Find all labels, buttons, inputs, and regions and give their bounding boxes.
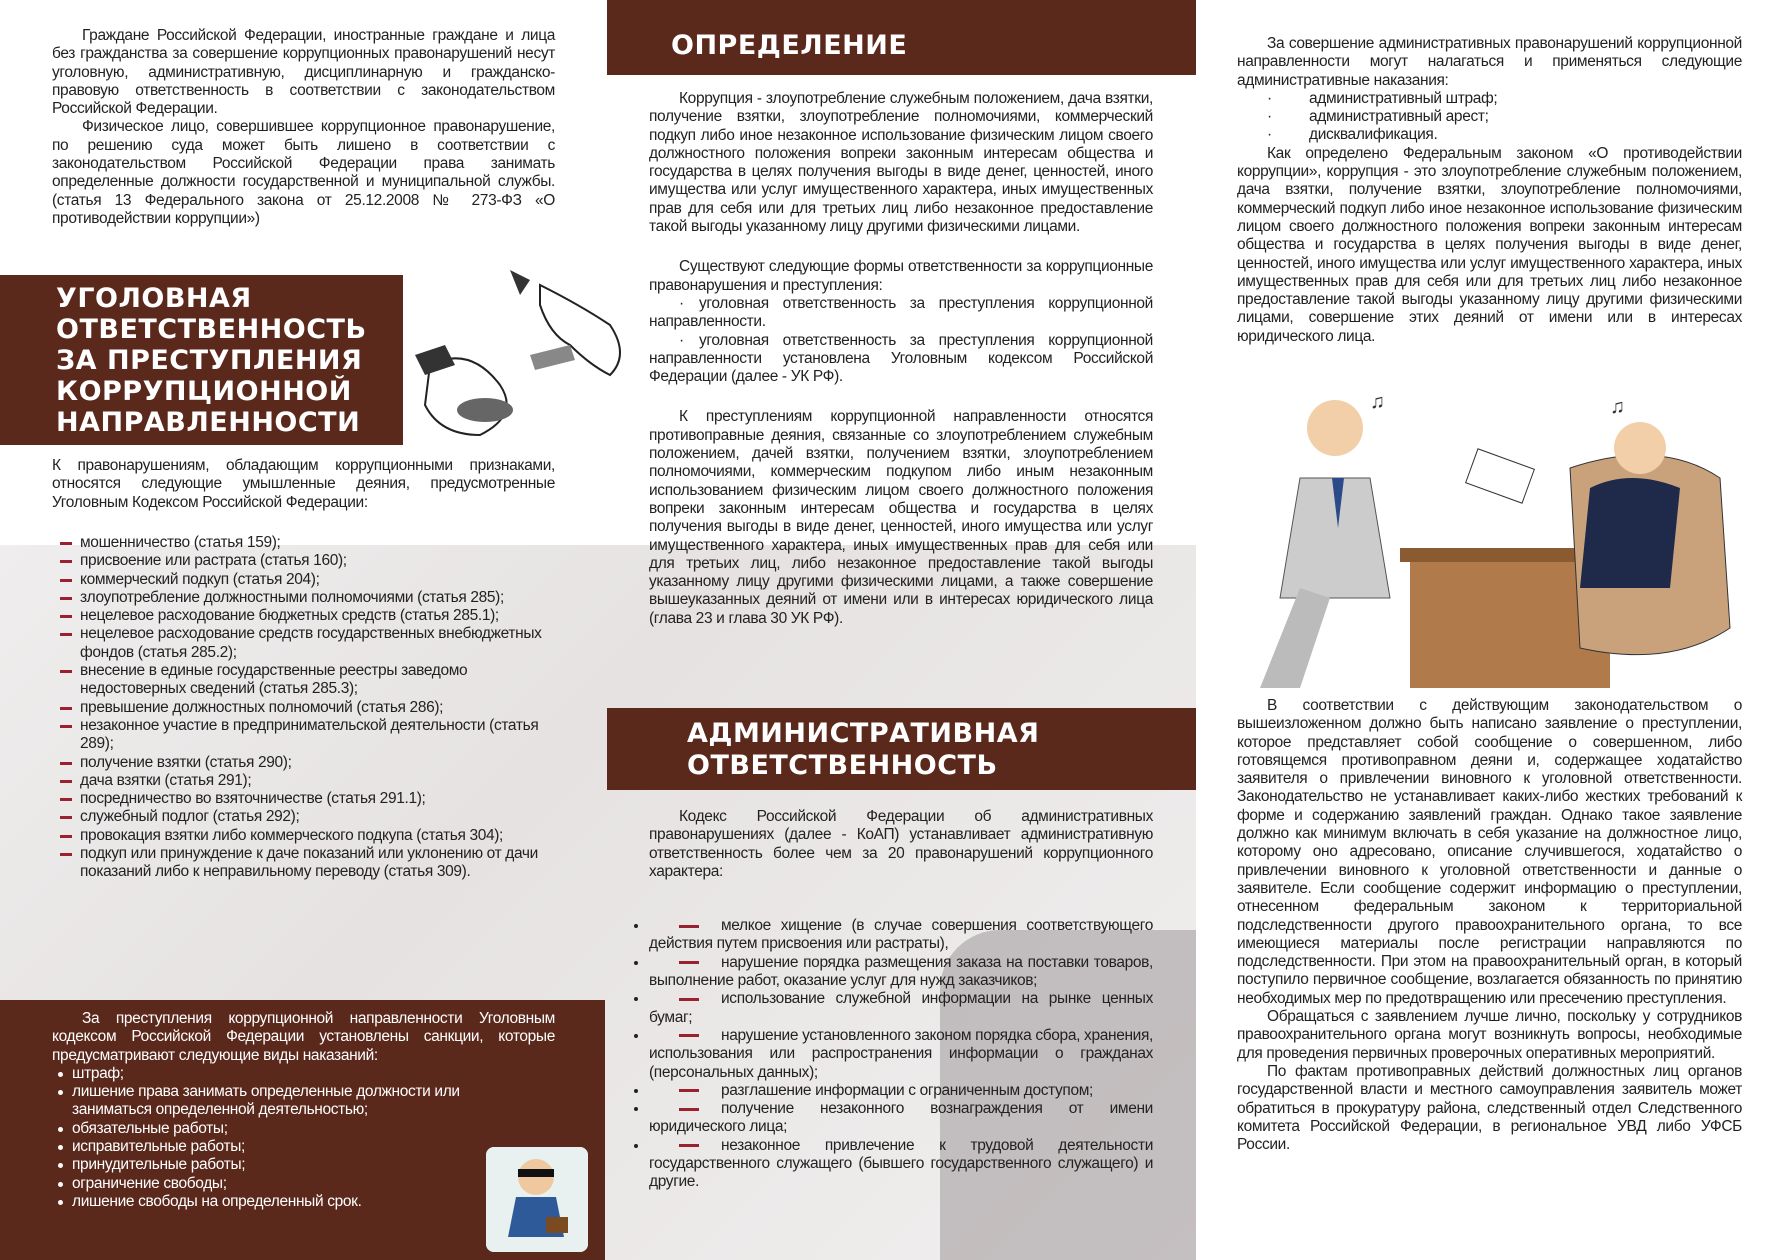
definition-header: ОПРЕДЕЛЕНИЕ xyxy=(607,0,1196,75)
intro-paragraph: Физическое лицо, совершившее коррупционное правонарушение, по решению суда может быть лишено в соответствии с законодательством Российской Федерации права занимать определенные должности государственной и муниципальной службы.(статья 13 Федерального закона от 25.12.2008 № 273-ФЗ «О противодействии коррупции») xyxy=(52,118,555,227)
admin-penalties-list xyxy=(1237,90,1742,145)
definition-section xyxy=(649,90,1153,628)
crime-list xyxy=(52,534,555,882)
list-item: посредничество во взяточничестве (статья 291.1); xyxy=(52,790,555,808)
definition-text: Коррупция - злоупотребление служебным положением, дача взятки, получение взятки, злоупотребление полномочиями, коммерческий подкуп либо иное незаконное использование физическим лицом своего должностного положения вопреки законным интересам общества и государства в целях получения выгоды в виде денег, ценностей, иного имущества или услуг имущественного характера, иных имущественных прав для себя или для третьих лиц либо незаконное предоставление такой выгоды указанному лицу другими физическими лицами. xyxy=(649,90,1153,236)
forms-intro: Существуют следующие формы ответственности за коррупционные правонарушения и преступления: xyxy=(649,258,1153,294)
list-item: мошенничество (статья 159); xyxy=(52,534,555,552)
list-item: • нарушение порядка размещения заказа на поставки товаров, выполнение работ, оказание услуг для нужд заказчиков; xyxy=(649,954,1153,991)
list-item: внесение в единые государственные реестры заведомо недостоверных сведений (статья 285.3); xyxy=(52,662,555,699)
crimes-text: К преступлениям коррупционной направленности относятся противоправные деяния, связанные со злоупотреблением служебным положением, дачей взятки, получением взятки, злоупотреблением полномочиями, коммерческим подкупом либо иным незаконным использованием физическим лицом своего должностного положения вопреки законным интересам общества и государства в целях получения выгоды в виде денег, ценностей, иного имущества или услуг имущественного характера, иных имущественных прав для себя или для третьих лиц, либо незаконное предоставление такой выгоды указанному лицу другими физическими лицами, а также совершение вышеуказанных деяний от имени или в интересах юридического лица (глава 23 и глава 30 УК РФ). xyxy=(649,408,1153,627)
list-item: незаконное участие в предпринимательской деятельности (статья 289); xyxy=(52,717,555,754)
forms-list xyxy=(649,295,1153,386)
intro-paragraph: Граждане Российской Федерации, иностранные граждане и лица без гражданства за совершение коррупционных правонарушений несут уголовную, административную, дисциплинарную и гражданско-правовую ответственность в соответствии с законодательством Российской Федерации. xyxy=(52,27,555,118)
list-item: служебный подлог (статья 292); xyxy=(52,808,555,826)
statement-paragraph: По фактам противоправных действий должностных лиц органов государственной власти и местного самоуправления заявитель может обратиться в прокуратуру района, следственный отдел Следственного комитета Российской Федерации, в региональное УВД либо УФСБ России. xyxy=(1237,1062,1742,1154)
list-item: провокация взятки либо коммерческого подкупа (статья 304); xyxy=(52,827,555,845)
list-item: ограничение свободы; xyxy=(52,1175,492,1193)
list-item: коммерческий подкуп (статья 204); xyxy=(52,571,555,589)
list-item: исправительные работы; xyxy=(52,1138,492,1156)
list-item: штраф; xyxy=(52,1065,492,1083)
list-item: нецелевое расходование средств государственных внебюджетных фондов (статья 285.2); xyxy=(52,625,555,662)
admin-section xyxy=(649,808,1153,1192)
list-item: · дисквалификация. xyxy=(1267,126,1438,144)
admin-liability-header: АДМИНИСТРАТИВНАЯ ОТВЕТСТВЕННОСТЬ xyxy=(607,708,1196,790)
intro-text xyxy=(52,27,555,228)
svg-text:♫: ♫ xyxy=(1610,396,1625,418)
list-item: • нарушение установленного законом порядка сбора, хранения, использования или распространения информации о гражданах (персональных данных); xyxy=(649,1027,1153,1082)
list-item: • мелкое хищение (в случае совершения соответствующего действия путем присвоения или растраты), xyxy=(649,917,1153,954)
admin-list xyxy=(649,917,1153,1191)
criminal-liability-header: УГОЛОВНАЯ ОТВЕТСТВЕННОСТЬ ЗА ПРЕСТУПЛЕНИЯ КОРРУПЦИОННОЙ НАПРАВЛЕННОСТИ xyxy=(0,275,403,445)
list-item: · административный арест; xyxy=(1267,108,1489,126)
admin-intro: Кодекс Российской Федерации об административных правонарушениях (далее - КоАП) устанавливает административную ответственность более чем за 20 правонарушений коррупционного характера: xyxy=(649,808,1153,880)
list-item: лишение свободы на определенный срок. xyxy=(52,1193,492,1211)
admin-penalties-intro: За совершение административных правонарушений коррупционной направленности могут налагаться и применяться следующие административные наказания: xyxy=(1237,35,1742,89)
list-item: дача взятки (статья 291); xyxy=(52,772,555,790)
sanctions-intro: За преступления коррупционной направленности Уголовным кодексом Российской Федерации установлены санкции, которые предусматривают следующие виды наказаний: xyxy=(52,1010,555,1064)
list-item: · административный штраф; xyxy=(1267,89,1498,107)
list-item: присвоение или растрата (статья 160); xyxy=(52,552,555,570)
list-item: • незаконное привлечение к трудовой деятельности государственного служащего (бывшего государственного служащего) и другие. xyxy=(649,1137,1153,1192)
list-intro: К правонарушениям, обладающим коррупционными признаками, относятся следующие умышленные деяния, предусмотренные Уголовным Кодексом Российской Федерации: xyxy=(52,457,555,511)
law-definition: Как определено Федеральным законом «О противодействии коррупции», коррупция - это злоупотребление служебным положением, дача взятки, получение взятки, злоупотребление полномочиями, коммерческий подкуп либо иное незаконное использование физическим лицом своего должностного положения вопреки законным интересам общества и государства в целях получения выгоды в виде денег, ценностей, иного имущества или услуг имущественного характера, иных имущественных прав для себя или для третьих лиц либо незаконное предоставление такой выгоды указанному лицу другими физическими лицами, совершение этих деяний от имени или в интересах юридического лица. xyxy=(1237,144,1742,345)
bribe-officials-illustration xyxy=(1240,388,1740,690)
statement-paragraph: В соответствии с действующим законодательством о вышеизложенном должно быть написано заявление о преступлении, которое представляет собой сообщение о совершенном, либо готовящемся противоправном деяни и, содержащее ходатайство заявителя о привлечении виновного к уголовной ответственности. Законодательство не устанавливает каких-либо жестких требований к форме и содержанию заявлений граждан. Однако такое заявление должно как минимум включать в себя указание на должностное лицо, которому оно адресовано, описание случившегося, ходатайство о привлечении виновного к уголовной ответственности и данные о заявителе. Если сообщение содержит информацию о преступлении, отнесенном федеральным законом к территориальной подследственности другого правоохранительного органа, то все имеющиеся материалы после регистрации направляются по подследственности. При этом на правоохранительный орган, в который поступило первичное сообщение, возлагается обязанность по принятию необходимых мер по предотвращению или пресечению преступления. xyxy=(1237,697,1742,1007)
list-item: • использование служебной информации на рынке ценных бумаг; xyxy=(649,990,1153,1027)
list-item: обязательные работы; xyxy=(52,1120,492,1138)
list-item: принудительные работы; xyxy=(52,1156,492,1174)
list-item: · уголовная ответственность за преступления коррупционной направленности установлена Уголовным кодексом Российской Федерации (далее - УК РФ). xyxy=(649,331,1153,386)
list-item: подкуп или принуждение к даче показаний или уклонению от дачи показаний либо к неправильному переводу (статья 309). xyxy=(52,845,555,882)
list-item: злоупотребление должностными полномочиями (статья 285); xyxy=(52,589,555,607)
admin-penalties-section xyxy=(1237,35,1742,346)
svg-text:♫: ♫ xyxy=(1370,391,1385,413)
statement-paragraph: Обращаться с заявлением лучше лично, поскольку у сотрудников правоохранительного органа могут возникнуть вопросы, необходимые для проведения первичных проверочных оперативных мероприятий. xyxy=(1237,1008,1742,1062)
list-item: лишение права занимать определенные должности или заниматься определенной деятельностью; xyxy=(52,1083,492,1120)
thief-illustration xyxy=(486,1147,588,1252)
sanctions-list xyxy=(52,1065,492,1211)
statement-section xyxy=(1237,697,1742,1154)
list-item: • разглашение информации с ограниченным доступом; xyxy=(649,1082,1153,1100)
list-item: превышение должностных полномочий (статья 286); xyxy=(52,699,555,717)
list-item: нецелевое расходование бюджетных средств (статья 285.1); xyxy=(52,607,555,625)
list-item: • получение незаконного вознаграждения от имени юридического лица; xyxy=(649,1100,1153,1137)
list-item: · уголовная ответственность за преступления коррупционной направленности. xyxy=(649,294,1153,331)
bribe-hands-illustration xyxy=(410,265,640,455)
list-item: получение взятки (статья 290); xyxy=(52,754,555,772)
